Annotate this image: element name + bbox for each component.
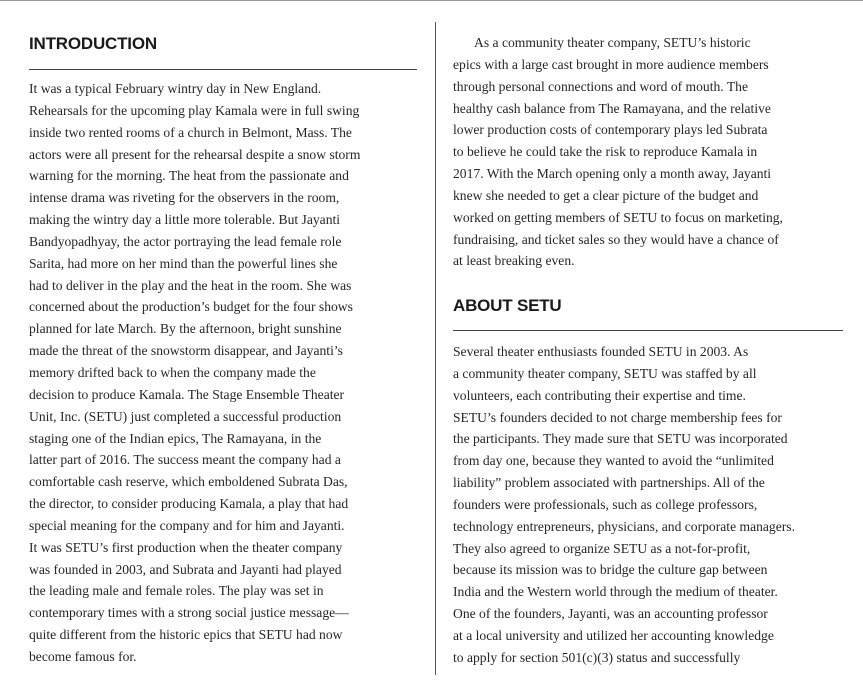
- about-setu-heading: ABOUT SETU: [453, 296, 562, 315]
- page-top-rule: [0, 0, 863, 1]
- text-line: because its mission was to bridge the culture gap between: [453, 562, 768, 578]
- text-line: comfortable cash reserve, which emboldened Subrata Das,: [29, 474, 348, 490]
- introduction-heading-rule: [29, 69, 417, 70]
- text-line: planned for late March. By the afternoon, bright sunshine: [29, 321, 342, 337]
- text-line: the participants. They made sure that SETU was incorporated: [453, 431, 788, 447]
- text-line: technology entrepreneurs, physicians, and corporate managers.: [453, 518, 795, 534]
- text-line: the leading male and female roles. The play was set in: [29, 583, 324, 599]
- text-line: to apply for section 501(c)(3) status and successfully: [453, 649, 741, 665]
- about-setu-heading-rule: [453, 330, 843, 331]
- introduction-heading: INTRODUCTION: [29, 34, 157, 53]
- text-line: fundraising, and ticket sales so they would have a chance of: [453, 231, 779, 247]
- text-line: making the wintry day a little more tolerable. But Jayanti: [29, 212, 341, 228]
- text-line: One of the founders, Jayanti, was an accounting professor: [453, 606, 768, 622]
- text-line: intense drama was riveting for the observers in the room,: [29, 190, 340, 206]
- text-line: warning for the morning. The heat from the passionate and: [29, 168, 349, 184]
- text-line: It was SETU’s first production when the theater company: [29, 539, 343, 555]
- text-line: lower production costs of contemporary plays led Subrata: [453, 122, 768, 138]
- text-line: healthy cash balance from The Ramayana, and the relative: [453, 100, 771, 116]
- continuation-paragraph: [453, 32, 783, 272]
- text-line: liability” problem associated with partnerships. All of the: [453, 475, 765, 491]
- text-line: latter part of 2016. The success meant the company had a: [29, 452, 341, 468]
- text-line: India and the Western world through the medium of theater.: [453, 584, 778, 600]
- text-line: to believe he could take the risk to reproduce Kamala in: [453, 144, 758, 160]
- text-line: through personal connections and word of mouth. The: [453, 78, 748, 94]
- text-line: made the threat of the snowstorm disappear, and Jayanti’s: [29, 343, 343, 359]
- text-line: 2017. With the March opening only a month away, Jayanti: [453, 166, 772, 182]
- text-line: As a community theater company, SETU’s historic: [474, 35, 751, 50]
- text-line: had to deliver in the play and the heat in the room. She was: [29, 277, 352, 293]
- column-divider: [435, 22, 436, 675]
- text-line: They also agreed to organize SETU as a not-for-profit,: [453, 540, 751, 556]
- text-line: at a local university and utilized her accounting knowledge: [453, 627, 774, 643]
- text-line: staging one of the Indian epics, The Ramayana, in the: [29, 430, 322, 446]
- text-line: at least breaking even.: [453, 253, 575, 269]
- text-line: a community theater company, SETU was staffed by all: [453, 365, 757, 381]
- text-line: actors were all present for the rehearsal despite a snow storm: [29, 146, 361, 162]
- text-line: founders were professionals, such as college professors,: [453, 496, 758, 512]
- text-line: It was a typical February wintry day in New England.: [29, 81, 322, 96]
- text-line: from day one, because they wanted to avoid the “unlimited: [453, 453, 774, 469]
- text-line: become famous for.: [29, 648, 137, 664]
- text-line: epics with a large cast brought in more audience members: [453, 56, 769, 72]
- text-line: worked on getting members of SETU to focus on marketing,: [453, 209, 783, 225]
- text-line: Several theater enthusiasts founded SETU in 2003. As: [453, 344, 749, 359]
- text-line: volunteers, each contributing their expertise and time.: [453, 387, 746, 403]
- text-line: memory drifted back to when the company made the: [29, 364, 316, 380]
- text-line: was founded in 2003, and Subrata and Jayanti had played: [29, 561, 342, 577]
- text-line: Rehearsals for the upcoming play Kamala were in full swing: [29, 102, 360, 118]
- text-line: knew she needed to get a clear picture of the budget and: [453, 187, 759, 203]
- text-line: Unit, Inc. (SETU) just completed a successful production: [29, 408, 342, 424]
- text-line: Sarita, had more on her mind than the powerful lines she: [29, 255, 338, 271]
- text-line: contemporary times with a strong social justice message—: [29, 605, 349, 621]
- text-line: inside two rented rooms of a church in Belmont, Mass. The: [29, 124, 352, 140]
- text-line: SETU’s founders decided to not charge membership fees for: [453, 409, 782, 425]
- text-line: the director, to consider producing Kamala, a play that had: [29, 496, 349, 512]
- text-line: decision to produce Kamala. The Stage Ensemble Theater: [29, 386, 345, 402]
- text-line: Bandyopadhyay, the actor portraying the lead female role: [29, 233, 342, 249]
- text-line: quite different from the historic epics that SETU had now: [29, 627, 343, 643]
- text-line: concerned about the production’s budget for the four shows: [29, 299, 353, 315]
- text-line: special meaning for the company and for him and Jayanti.: [29, 517, 345, 533]
- about-setu-paragraph: [453, 341, 795, 669]
- introduction-paragraph: [29, 78, 360, 668]
